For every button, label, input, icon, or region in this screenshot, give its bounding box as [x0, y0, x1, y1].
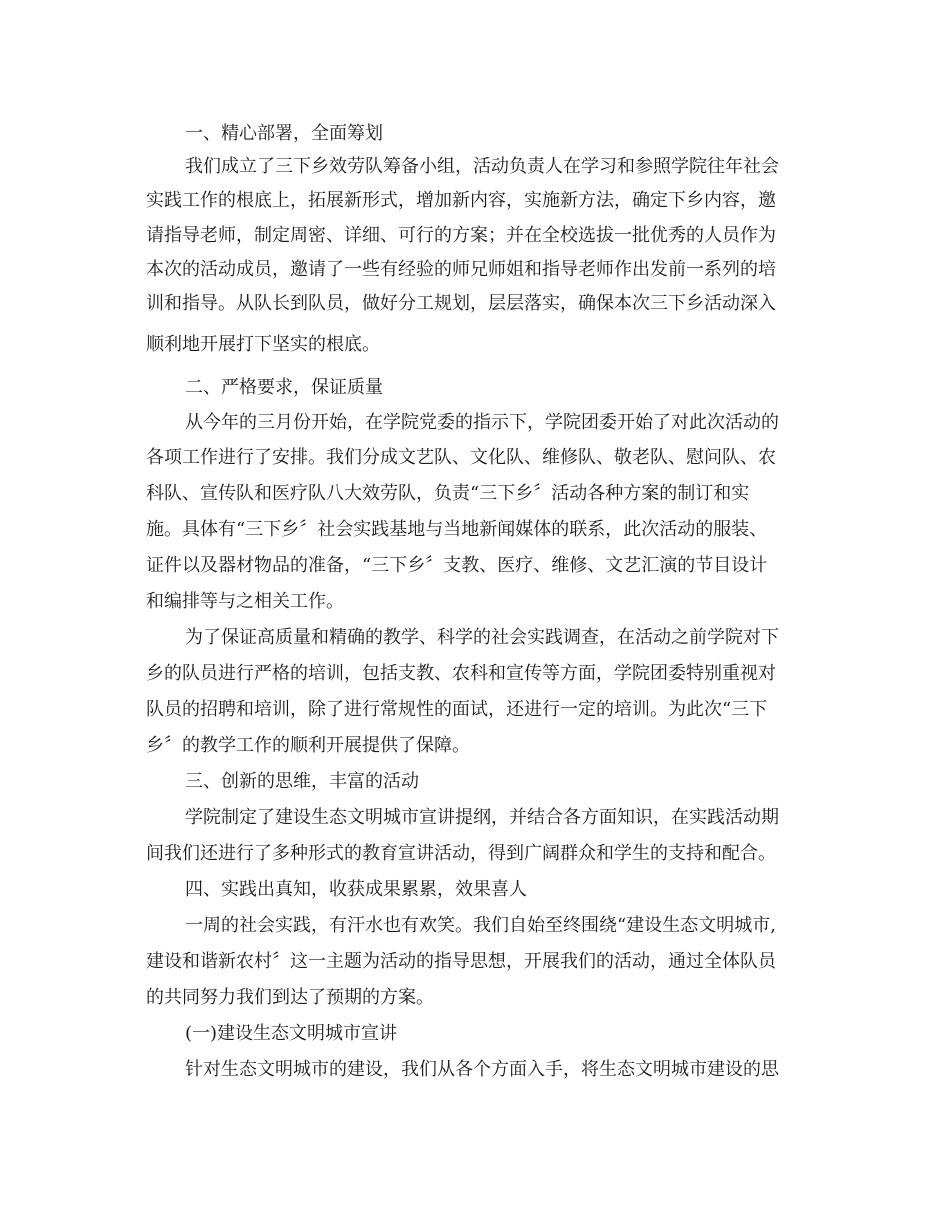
paragraph-line: 为了保证高质量和精确的教学、科学的社会实践调查，在活动之前学院对下	[185, 627, 779, 648]
paragraph-line: 的共同努力我们到达了预期的方案。	[146, 987, 434, 1008]
paragraph-line: 学院制定了建设生态文明城市宣讲提纲，并结合各方面知识，在实践活动期	[185, 807, 779, 828]
paragraph-line: 本次的活动成员，邀请了一些有经验的师兄师姐和指导老师作出发前一系列的培	[146, 259, 776, 280]
paragraph-line: 请指导老师，制定周密、详细、可行的方案；并在全校选拔一批优秀的人员作为	[146, 225, 776, 246]
paragraph-line: 证件以及器材物品的准备，“三下乡〞支教、医疗、维修、文艺汇演的节目设计	[146, 555, 768, 576]
paragraph-line: 和编排等与之相关工作。	[146, 591, 344, 612]
paragraph-line: 训和指导。从队长到队员，做好分工规划，层层落实，确保本次三下乡活动深入	[146, 293, 776, 314]
paragraph-line: 建设和谐新农村〞这一主题为活动的指导思想，开展我们的活动，通过全体队员	[146, 951, 776, 972]
subsection-heading-1: (一)建设生态文明城市宣讲	[185, 1023, 398, 1044]
paragraph-line: 针对生态文明城市的建设，我们从各个方面入手，将生态文明城市建设的思	[185, 1059, 779, 1080]
paragraph-line: 乡〞的教学工作的顺利开展提供了保障。	[146, 735, 470, 756]
paragraph-line: 我们成立了三下乡效劳队筹备小组，活动负责人在学习和参照学院往年社会	[185, 156, 779, 177]
paragraph-line: 从今年的三月份开始，在学院党委的指示下，学院团委开始了对此次活动的	[185, 412, 779, 433]
section-heading-1: 一、精心部署，全面筹划	[185, 123, 383, 144]
paragraph-line: 队员的招聘和培训，除了进行常规性的面试，还进行一定的培训。为此次“三下	[146, 699, 768, 720]
paragraph-line: 各项工作进行了安排。我们分成文艺队、文化队、维修队、敬老队、慰问队、农	[146, 447, 776, 468]
paragraph-line: 科队、宣传队和医疗队八大效劳队，负责“三下乡〞活动各种方案的制订和实	[146, 483, 750, 504]
paragraph-line: 乡的队员进行严格的培训，包括支教、农科和宣传等方面，学院团委特别重视对	[146, 663, 776, 684]
section-heading-2: 二、严格要求，保证质量	[185, 377, 383, 398]
paragraph-line: 施。具体有“三下乡〞社会实践基地与当地新闻媒体的联系，此次活动的服装、	[146, 519, 768, 540]
section-heading-4: 四、实践出真知，收获成果累累，效果喜人	[185, 879, 527, 900]
paragraph-line: 一周的社会实践，有汗水也有欢笑。我们自始至终围绕“建设生态文明城市,	[185, 915, 776, 936]
paragraph-line: 顺利地开展打下坚实的根底。	[146, 334, 380, 355]
section-heading-3: 三、创新的思维，丰富的活动	[185, 771, 419, 792]
paragraph-line: 实践工作的根底上，拓展新形式，增加新内容，实施新方法，确定下乡内容，邀	[146, 190, 776, 211]
paragraph-line: 间我们还进行了多种形式的教育宣讲活动，得到广阔群众和学生的支持和配合。	[146, 843, 776, 864]
